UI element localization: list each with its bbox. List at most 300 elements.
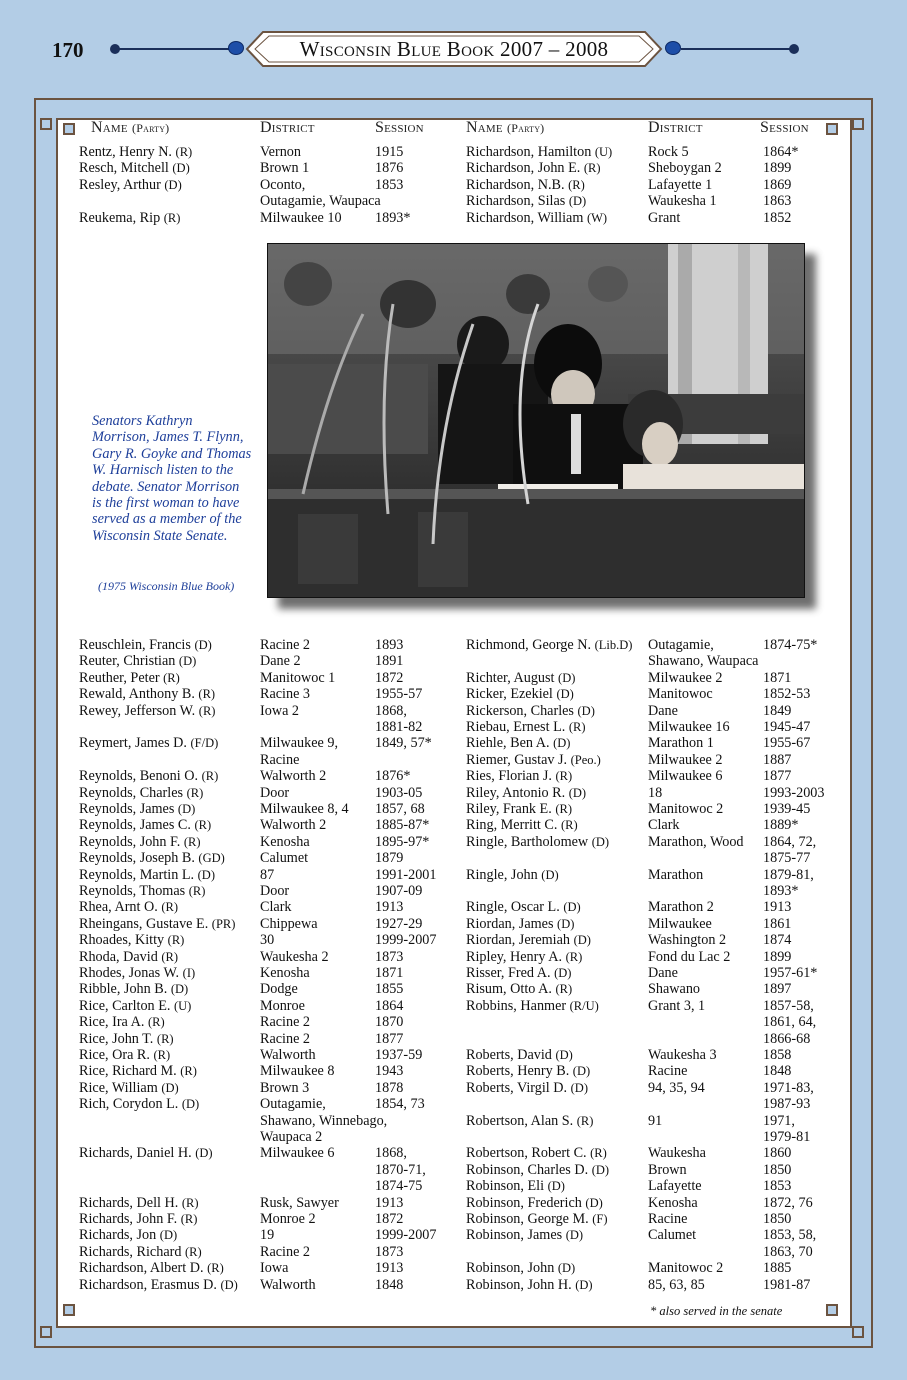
member-name: Reynolds, Joseph B. (GD) bbox=[79, 850, 225, 867]
member-session: 1937-59 bbox=[375, 1047, 423, 1063]
member-name: Roberts, David (D) bbox=[466, 1047, 573, 1063]
member-district: Calumet bbox=[260, 850, 309, 867]
member-session: 1855 bbox=[375, 981, 404, 998]
member-district: Dane bbox=[648, 965, 678, 981]
member-district: Milwaukee bbox=[648, 915, 712, 932]
member-party: (R) bbox=[194, 818, 212, 833]
member-session: 1850 bbox=[763, 1161, 792, 1178]
member-session: 1885-87* bbox=[375, 817, 430, 834]
member-name: Robbins, Hanmer (R/U) bbox=[466, 997, 599, 1014]
header-name-left: Name (Party) bbox=[91, 119, 170, 136]
member-district: Milwaukee 16 bbox=[648, 719, 730, 735]
member-name: Reynolds, Martin L. (D) bbox=[79, 866, 215, 883]
member-district: Rock 5 bbox=[648, 144, 689, 160]
member-district: Milwaukee 8, 4 bbox=[260, 801, 349, 817]
member-name: Rice, William (D) bbox=[79, 1079, 179, 1096]
member-district: 19 bbox=[260, 1227, 275, 1244]
member-session: 1849, 57* bbox=[375, 735, 432, 752]
member-session: 1872 bbox=[375, 669, 404, 686]
member-district: Milwaukee 2 bbox=[648, 751, 723, 768]
member-party: (R) bbox=[156, 1031, 174, 1046]
member-session: 1891 bbox=[375, 653, 404, 670]
member-district: Walworth 2 bbox=[260, 768, 327, 785]
member-name: Richards, Dell H. (R) bbox=[79, 1194, 199, 1211]
member-session: 1913 bbox=[375, 1194, 404, 1211]
member-party: (D) bbox=[557, 916, 575, 931]
member-name: Reuschlein, Francis (D) bbox=[79, 637, 212, 653]
member-name: Riehle, Ben A. (D) bbox=[466, 735, 571, 752]
member-name: Rhoades, Kitty (R) bbox=[79, 932, 185, 949]
member-party: (R/U) bbox=[569, 998, 599, 1013]
member-session: 1987-93 bbox=[763, 1096, 811, 1113]
member-party: (Lib.D) bbox=[594, 638, 633, 652]
header-right-dot bbox=[789, 44, 799, 54]
member-district: Monroe 2 bbox=[260, 1211, 316, 1227]
member-session: 1913 bbox=[763, 899, 792, 916]
member-party: (R) bbox=[590, 1146, 607, 1161]
member-session: 1858 bbox=[763, 1047, 792, 1063]
member-name: Rhea, Arnt O. (R) bbox=[79, 899, 179, 916]
member-party: (U) bbox=[173, 998, 192, 1013]
member-name: Richards, Daniel H. (D) bbox=[79, 1145, 213, 1162]
member-party: (D) bbox=[547, 1179, 565, 1194]
member-session: 1869 bbox=[763, 176, 792, 193]
member-district: Walworth bbox=[260, 1047, 316, 1063]
member-party: (W) bbox=[586, 210, 608, 225]
member-name: Rickerson, Charles (D) bbox=[466, 702, 595, 719]
member-district: Grant bbox=[648, 209, 681, 226]
member-district: Dane bbox=[648, 702, 678, 719]
member-party: (D) bbox=[197, 867, 215, 882]
member-session: 1878 bbox=[375, 1079, 404, 1096]
member-name: Richardson, Erasmus D. (D) bbox=[79, 1276, 238, 1293]
member-session: 1866-68 bbox=[763, 1030, 811, 1047]
member-party: (R) bbox=[181, 1195, 199, 1210]
member-district: Door bbox=[260, 784, 290, 801]
member-session: 1897 bbox=[763, 981, 792, 998]
header-party-left: (Party) bbox=[132, 121, 170, 135]
member-district: Chippewa bbox=[260, 915, 318, 932]
member-district: Racine 2 bbox=[260, 1243, 311, 1260]
member-name: Rice, Richard M. (R) bbox=[79, 1063, 197, 1080]
frame-corner-tl bbox=[63, 123, 75, 135]
member-party: (D) bbox=[220, 1277, 238, 1292]
member-district: Vernon bbox=[260, 144, 301, 160]
member-district: Racine 3 bbox=[260, 686, 311, 703]
member-party: (D) bbox=[195, 1146, 213, 1161]
member-session: 1979-81 bbox=[763, 1129, 811, 1145]
member-session: 1957-61* bbox=[763, 965, 818, 981]
member-party: (R) bbox=[207, 1261, 224, 1276]
member-party: (D) bbox=[558, 670, 576, 685]
member-district: Milwaukee 10 bbox=[260, 209, 342, 226]
member-party: (R) bbox=[161, 949, 179, 964]
member-district: Racine 2 bbox=[260, 637, 311, 653]
member-session: 1893* bbox=[375, 209, 411, 226]
frame-corner-br bbox=[826, 1304, 838, 1316]
member-session: 1879 bbox=[375, 850, 404, 867]
member-name: Ries, Florian J. (R) bbox=[466, 768, 573, 785]
member-session: 1885 bbox=[763, 1260, 792, 1277]
header-right-ornament bbox=[665, 41, 681, 55]
member-session: 1893* bbox=[763, 883, 799, 899]
member-district: Monroe bbox=[260, 997, 305, 1014]
member-session: 1861, 64, bbox=[763, 1014, 817, 1031]
member-session: 1887 bbox=[763, 751, 792, 768]
member-party: (R) bbox=[560, 818, 578, 833]
member-session: 1848 bbox=[375, 1276, 404, 1293]
member-district: Milwaukee 2 bbox=[648, 669, 723, 686]
member-district: Calumet bbox=[648, 1227, 697, 1244]
member-party: (D) bbox=[572, 1064, 591, 1079]
member-district: Racine bbox=[648, 1063, 688, 1080]
member-district: Shawano, Waupaca bbox=[648, 653, 759, 670]
senate-photo bbox=[267, 243, 805, 598]
member-session: 1863, 70 bbox=[763, 1243, 813, 1260]
member-party: (R) bbox=[568, 177, 585, 192]
member-district: Milwaukee 8 bbox=[260, 1063, 335, 1080]
member-session: 1873 bbox=[375, 1243, 404, 1260]
member-session: 1857, 68 bbox=[375, 801, 425, 817]
frame-corner-outer-br bbox=[852, 1326, 864, 1338]
member-name: Riordan, James (D) bbox=[466, 915, 575, 932]
member-party: (R) bbox=[184, 1244, 202, 1259]
member-party: (D) bbox=[553, 736, 571, 751]
member-party: (R) bbox=[201, 769, 219, 784]
member-party: (D) bbox=[541, 867, 559, 882]
member-party: (D) bbox=[575, 1277, 593, 1292]
member-session: 1913 bbox=[375, 899, 404, 916]
member-session: 1864* bbox=[763, 144, 799, 160]
member-district: Walworth bbox=[260, 1276, 316, 1293]
member-session: 1871 bbox=[375, 965, 404, 981]
header-district-left: District bbox=[260, 119, 315, 136]
member-name: Roberts, Virgil D. (D) bbox=[466, 1079, 588, 1096]
member-district: Kenosha bbox=[260, 833, 310, 850]
member-name: Reuther, Peter (R) bbox=[79, 669, 180, 686]
member-district: Manitowoc bbox=[648, 686, 713, 703]
member-district: Door bbox=[260, 883, 290, 899]
header-district-right: District bbox=[648, 119, 703, 136]
member-district: Waukesha 3 bbox=[648, 1047, 717, 1063]
member-name: Reynolds, James (D) bbox=[79, 801, 196, 817]
member-district: Sheboygan 2 bbox=[648, 160, 722, 177]
member-session: 1849 bbox=[763, 702, 792, 719]
member-party: (D) bbox=[570, 1080, 588, 1095]
member-name: Rewald, Anthony B. (R) bbox=[79, 686, 216, 703]
member-name: Riley, Antonio R. (D) bbox=[466, 784, 587, 801]
member-session: 1939-45 bbox=[763, 801, 811, 817]
member-district: 91 bbox=[648, 1112, 663, 1129]
member-name: Rich, Corydon L. (D) bbox=[79, 1096, 200, 1113]
member-session: 1868, bbox=[375, 702, 407, 719]
member-name: Resley, Arthur (D) bbox=[79, 176, 182, 193]
member-district: Milwaukee 6 bbox=[648, 768, 723, 785]
member-district: Lafayette bbox=[648, 1178, 702, 1195]
member-party: (D) bbox=[591, 834, 610, 849]
member-district: Fond du Lac 2 bbox=[648, 948, 731, 965]
member-district: Shawano bbox=[648, 981, 701, 998]
member-name: Riley, Frank E. (R) bbox=[466, 801, 572, 817]
member-session: 1889* bbox=[763, 817, 799, 834]
frame-corner-outer-tl bbox=[40, 118, 52, 130]
member-session: 1915 bbox=[375, 144, 404, 160]
member-district: Manitowoc 2 bbox=[648, 801, 724, 817]
frame-corner-outer-tr bbox=[852, 118, 864, 130]
member-party: (D) bbox=[170, 982, 189, 997]
member-session: 1999-2007 bbox=[375, 932, 437, 949]
member-session: 1874 bbox=[763, 932, 792, 949]
frame-corner-tr bbox=[826, 123, 838, 135]
member-name: Robinson, James (D) bbox=[466, 1227, 584, 1244]
member-name: Ringle, John (D) bbox=[466, 866, 559, 883]
member-district: 85, 63, 85 bbox=[648, 1276, 705, 1293]
member-name: Riordan, Jeremiah (D) bbox=[466, 932, 591, 949]
frame-corner-outer-bl bbox=[40, 1326, 52, 1338]
member-name: Richmond, George N. (Lib.D) bbox=[466, 637, 633, 653]
member-session: 1872, 76 bbox=[763, 1194, 813, 1211]
member-name: Robinson, George M. (F) bbox=[466, 1211, 608, 1227]
member-name: Robertson, Robert C. (R) bbox=[466, 1145, 607, 1162]
member-party: (D) bbox=[577, 703, 595, 718]
member-party: (D) bbox=[563, 900, 581, 915]
member-party: (U) bbox=[594, 145, 613, 159]
member-session: 1860 bbox=[763, 1145, 792, 1162]
member-party: (R) bbox=[568, 720, 586, 734]
member-name: Richardson, John E. (R) bbox=[466, 160, 601, 177]
member-name: Richardson, Silas (D) bbox=[466, 193, 587, 210]
member-session: 1955-67 bbox=[763, 735, 811, 752]
member-session: 1868, bbox=[375, 1145, 407, 1162]
member-session: 1870-71, bbox=[375, 1161, 426, 1178]
member-district: Kenosha bbox=[260, 965, 310, 981]
member-district: Washington 2 bbox=[648, 932, 727, 949]
member-session: 1895-97* bbox=[375, 833, 430, 850]
member-district: Outagamie, bbox=[260, 1096, 326, 1113]
frame-corner-bl bbox=[63, 1304, 75, 1316]
member-party: (D) bbox=[172, 161, 190, 176]
member-name: Roberts, Henry B. (D) bbox=[466, 1063, 591, 1080]
member-party: (F/D) bbox=[190, 736, 219, 751]
member-party: (D) bbox=[161, 1080, 179, 1095]
member-party: (D) bbox=[557, 1261, 576, 1276]
member-party: (R) bbox=[161, 900, 179, 915]
member-name: Reynolds, Benoni O. (R) bbox=[79, 768, 219, 785]
member-session: 1872 bbox=[375, 1211, 404, 1227]
member-party: (R) bbox=[555, 802, 572, 816]
page-number: 170 bbox=[52, 38, 84, 62]
member-district: Brown bbox=[648, 1161, 687, 1178]
member-district: Waukesha 2 bbox=[260, 948, 329, 965]
member-name: Robertson, Alan S. (R) bbox=[466, 1112, 594, 1129]
member-session: 1853, 58, bbox=[763, 1227, 817, 1244]
member-session: 1850 bbox=[763, 1211, 792, 1227]
member-district: Outagamie, bbox=[648, 637, 714, 653]
member-party: (R) bbox=[147, 1015, 165, 1030]
member-district: 87 bbox=[260, 866, 275, 883]
member-district: Shawano, Winnebago, bbox=[260, 1112, 388, 1129]
member-district: Oconto, bbox=[260, 176, 306, 193]
header-session-left: Session bbox=[375, 119, 424, 136]
member-name: Ring, Merritt C. (R) bbox=[466, 817, 578, 834]
footnote: * also served in the senate bbox=[650, 1304, 783, 1318]
member-session: 1971, bbox=[763, 1112, 795, 1129]
header-left-ornament bbox=[228, 41, 244, 55]
member-session: 1876* bbox=[375, 768, 411, 785]
member-name: Richardson, William (W) bbox=[466, 209, 608, 226]
member-name: Reynolds, John F. (R) bbox=[79, 833, 201, 850]
photo-caption: Senators Kathryn Morrison, James T. Flynn, Gary R. Goyke and Thomas W. Harnisch listen to the debate. Senator Morrison is the first woman to have served as a member of the Wisconsin State Senate. bbox=[92, 413, 252, 544]
member-party: (R) bbox=[163, 210, 181, 225]
member-party: (D) bbox=[568, 194, 587, 209]
member-name: Rewey, Jefferson W. (R) bbox=[79, 702, 216, 719]
member-party: (D) bbox=[565, 1228, 584, 1243]
member-party: (D) bbox=[164, 177, 182, 192]
member-name: Richards, Richard (R) bbox=[79, 1243, 202, 1260]
member-name: Ribble, John B. (D) bbox=[79, 981, 189, 998]
member-session: 1881-82 bbox=[375, 719, 423, 735]
header-name-right: Name (Party) bbox=[466, 119, 545, 136]
member-name: Richardson, Hamilton (U) bbox=[466, 144, 613, 160]
member-name: Reynolds, Thomas (R) bbox=[79, 883, 206, 899]
member-name: Robinson, Eli (D) bbox=[466, 1178, 565, 1195]
member-party: (GD) bbox=[198, 851, 225, 866]
page-title: Wisconsin Blue Book 2007 – 2008 bbox=[299, 37, 609, 61]
member-district: Marathon, Wood bbox=[648, 833, 744, 850]
member-party: (R) bbox=[198, 703, 216, 718]
member-party: (R) bbox=[186, 785, 204, 800]
member-name: Resch, Mitchell (D) bbox=[79, 160, 190, 177]
member-name: Ringle, Oscar L. (D) bbox=[466, 899, 581, 916]
member-session: 1853 bbox=[375, 176, 404, 193]
member-party: (D) bbox=[554, 966, 572, 980]
photo-caption-source: (1975 Wisconsin Blue Book) bbox=[98, 579, 235, 593]
member-party: (PR) bbox=[211, 916, 236, 931]
member-name: Reuter, Christian (D) bbox=[79, 653, 197, 670]
member-district: Marathon 2 bbox=[648, 899, 714, 916]
member-name: Richter, August (D) bbox=[466, 669, 576, 686]
member-name: Robinson, Frederich (D) bbox=[466, 1194, 603, 1211]
member-party: (R) bbox=[180, 1064, 197, 1079]
member-session: 1874-75 bbox=[375, 1178, 423, 1195]
member-name: Richards, Jon (D) bbox=[79, 1227, 178, 1244]
member-name: Reynolds, James C. (R) bbox=[79, 817, 212, 834]
member-party: (R) bbox=[555, 769, 573, 784]
member-session: 1993-2003 bbox=[763, 784, 825, 801]
member-session: 1999-2007 bbox=[375, 1227, 437, 1244]
member-session: 1877 bbox=[763, 768, 792, 785]
member-district: Manitowoc 2 bbox=[648, 1260, 724, 1277]
member-session: 1877 bbox=[375, 1030, 404, 1047]
member-name: Richardson, Albert D. (R) bbox=[79, 1260, 224, 1277]
member-district: Racine 2 bbox=[260, 1030, 311, 1047]
member-name: Risser, Fred A. (D) bbox=[466, 965, 572, 981]
member-session: 1943 bbox=[375, 1063, 404, 1080]
member-name: Rice, Ora R. (R) bbox=[79, 1047, 171, 1063]
member-session: 1913 bbox=[375, 1260, 404, 1277]
member-district: Dane 2 bbox=[260, 653, 301, 670]
member-session: 1870 bbox=[375, 1014, 404, 1031]
member-session: 1852-53 bbox=[763, 686, 811, 703]
member-name: Richards, John F. (R) bbox=[79, 1211, 198, 1227]
member-session: 1852 bbox=[763, 209, 792, 226]
member-session: 1864, 72, bbox=[763, 833, 817, 850]
member-party: (D) bbox=[181, 1097, 200, 1112]
member-session: 1861 bbox=[763, 915, 792, 932]
member-district: Rusk, Sawyer bbox=[260, 1194, 339, 1211]
member-name: Rhodes, Jonas W. (I) bbox=[79, 965, 196, 981]
member-district: Brown 1 bbox=[260, 160, 310, 177]
member-district: Waukesha bbox=[648, 1145, 706, 1162]
member-name: Ricker, Ezekiel (D) bbox=[466, 686, 574, 703]
member-session: 1875-77 bbox=[763, 850, 811, 867]
member-district: Waupaca 2 bbox=[260, 1129, 323, 1145]
member-district: Clark bbox=[648, 817, 680, 834]
member-session: 1873 bbox=[375, 948, 404, 965]
member-district: Grant 3, 1 bbox=[648, 997, 706, 1014]
member-session: 1945-47 bbox=[763, 719, 811, 735]
header-left-rule bbox=[118, 48, 230, 50]
member-name: Risum, Otto A. (R) bbox=[466, 981, 573, 998]
member-session: 1955-57 bbox=[375, 686, 423, 703]
member-session: 1893 bbox=[375, 637, 404, 653]
member-name: Reynolds, Charles (R) bbox=[79, 784, 204, 801]
member-party: (R) bbox=[576, 1113, 594, 1128]
member-party: (I) bbox=[182, 966, 196, 980]
member-district: Racine bbox=[648, 1211, 688, 1227]
member-name: Reymert, James D. (F/D) bbox=[79, 735, 219, 752]
member-session: 1927-29 bbox=[375, 915, 423, 932]
member-name: Rhoda, David (R) bbox=[79, 948, 179, 965]
member-district: Waukesha 1 bbox=[648, 193, 717, 210]
member-session: 1899 bbox=[763, 948, 792, 965]
member-party: (R) bbox=[565, 949, 583, 964]
member-district: Kenosha bbox=[648, 1194, 698, 1211]
member-district: Marathon 1 bbox=[648, 735, 714, 752]
member-session: 1907-09 bbox=[375, 883, 423, 899]
member-district: Milwaukee 6 bbox=[260, 1145, 335, 1162]
member-district: Outagamie, Waupaca bbox=[260, 193, 381, 210]
member-party: (D) bbox=[556, 687, 574, 702]
member-party: (R) bbox=[183, 834, 201, 849]
member-session: 1981-87 bbox=[763, 1276, 811, 1293]
member-session: 1899 bbox=[763, 160, 792, 177]
member-party: (D) bbox=[177, 802, 196, 816]
member-district: Iowa 2 bbox=[260, 702, 300, 719]
member-name: Robinson, John (D) bbox=[466, 1260, 576, 1277]
member-district: Marathon bbox=[648, 866, 704, 883]
member-party: (D) bbox=[585, 1195, 603, 1210]
member-party: (D) bbox=[573, 933, 591, 948]
member-district: Manitowoc 1 bbox=[260, 669, 336, 686]
member-name: Rice, Carlton E. (U) bbox=[79, 997, 192, 1014]
member-name: Riemer, Gustav J. (Peo.) bbox=[466, 751, 601, 768]
member-party: (R) bbox=[555, 982, 573, 997]
member-party: (R) bbox=[167, 933, 185, 948]
member-session: 1876 bbox=[375, 160, 404, 177]
member-district: Clark bbox=[260, 899, 292, 916]
member-name: Ripley, Henry A. (R) bbox=[466, 948, 583, 965]
member-party: (D) bbox=[555, 1048, 573, 1062]
header-right-rule bbox=[681, 48, 791, 50]
member-district: 30 bbox=[260, 932, 275, 949]
header-party-right: (Party) bbox=[507, 121, 545, 135]
member-party: (R) bbox=[198, 687, 216, 702]
member-party: (D) bbox=[178, 654, 197, 669]
member-session: 1991-2001 bbox=[375, 866, 437, 883]
member-name: Rheingans, Gustave E. (PR) bbox=[79, 915, 236, 932]
member-district: Brown 3 bbox=[260, 1079, 310, 1096]
